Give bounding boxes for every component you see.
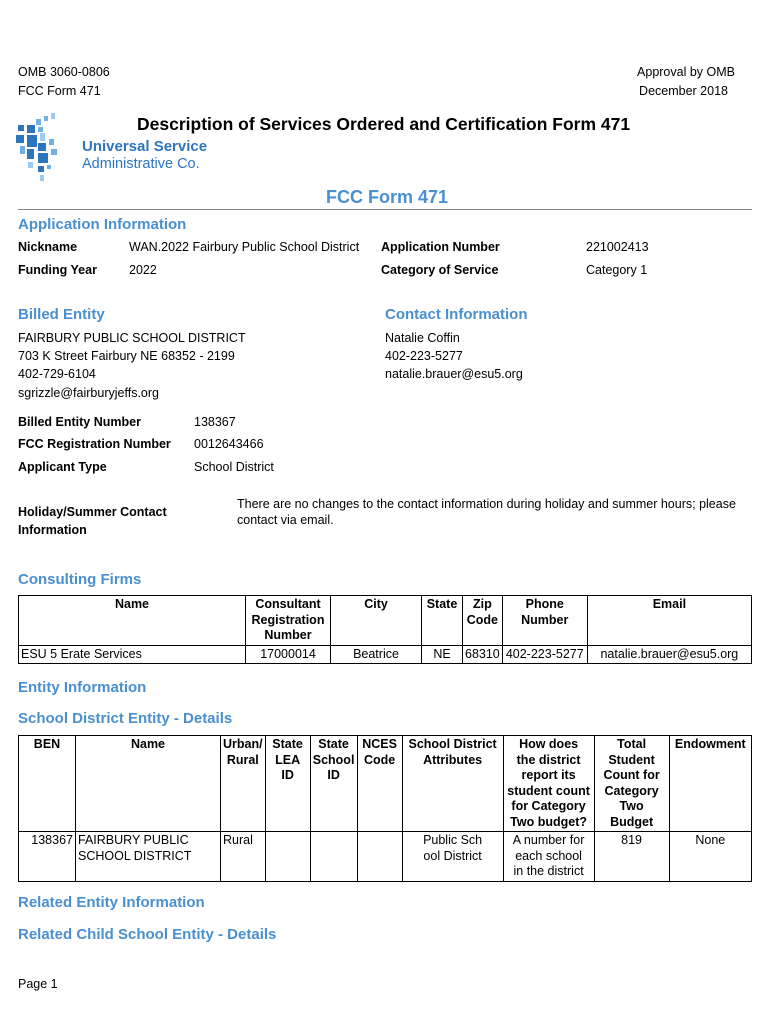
header-line: LEA ID	[275, 752, 301, 782]
nickname-value: WAN.2022 Fairbury Public School District	[129, 240, 360, 254]
cell-line: SCHOOL DISTRICT	[78, 848, 192, 863]
col-state-lea-id	[265, 736, 310, 832]
table-row	[19, 832, 752, 882]
cell-total-student-count: 819	[594, 832, 669, 882]
billed-entity-name: FAIRBURY PUBLIC SCHOOL DISTRICT	[18, 331, 246, 345]
holiday-contact-label: Holiday/Summer Contact	[18, 505, 167, 519]
cell-name: ESU 5 Erate Services	[19, 645, 246, 664]
header-line: Count for	[603, 768, 660, 782]
omb-number: OMB 3060-0806	[18, 65, 110, 79]
col-attributes	[402, 736, 503, 832]
header-line: Consultant	[255, 597, 321, 611]
header-line: NCES	[362, 737, 397, 751]
related-child-school-heading: Related Child School Entity - Details	[18, 926, 277, 943]
cell-city: Beatrice	[331, 645, 422, 664]
cell-state-school-id	[310, 832, 357, 882]
cell-nces-code	[357, 832, 402, 882]
header-line: for Category	[511, 799, 586, 813]
form-heading: FCC Form 471	[326, 187, 449, 207]
cell-line: Public Sch	[423, 833, 483, 847]
header-line: Student	[608, 752, 655, 767]
header-line: the district	[516, 752, 581, 767]
col-nces-code	[357, 736, 402, 832]
cell-endowment: None	[669, 832, 751, 882]
ben-value: 138367	[194, 415, 236, 429]
col-endowment: Endowment	[669, 736, 751, 832]
cell-line: in the district	[513, 864, 584, 878]
cell-attributes	[402, 832, 503, 882]
category-label: Category of Service	[381, 263, 499, 277]
billed-entity-email: sgrizzle@fairburyjeffs.org	[18, 386, 159, 400]
col-student-count-method	[503, 736, 594, 832]
entity-info-heading: Entity Information	[18, 679, 147, 696]
header-line: Code	[466, 612, 498, 627]
col-name: Name	[76, 736, 221, 832]
holiday-contact-label-2: Information	[18, 523, 87, 537]
billed-entity-address: 703 K Street Fairbury NE 68352 - 2199	[18, 349, 235, 363]
category-value: Category 1	[586, 263, 648, 277]
header-line: School	[312, 752, 355, 767]
consulting-firms-heading: Consulting Firms	[18, 571, 142, 588]
contact-name: Natalie Coffin	[385, 331, 460, 345]
cell-email: natalie.brauer@esu5.org	[587, 645, 751, 664]
cell-phone: 402-223-5277	[502, 645, 587, 664]
fcc-registration-value: 0012643466	[194, 437, 264, 451]
cell-line: A number for	[512, 833, 585, 847]
col-zip	[463, 596, 503, 646]
col-urban-rural	[221, 736, 266, 832]
header-line: Number	[521, 612, 569, 627]
cell-crn: 17000014	[246, 645, 331, 664]
col-state-school-id	[310, 736, 357, 832]
funding-year-label: Funding Year	[18, 263, 97, 277]
page-number: Page 1	[18, 977, 58, 991]
header-line: Attributes	[423, 752, 483, 767]
header-line: ID	[327, 768, 340, 782]
application-info-heading: Application Information	[18, 216, 187, 233]
header-line: State	[272, 737, 303, 751]
page-title: Description of Services Ordered and Certification Form 471	[137, 114, 631, 134]
logo-line-2: Administrative Co.	[82, 156, 200, 172]
holiday-contact-text-2: contact via email.	[237, 513, 334, 527]
table-row	[19, 645, 752, 664]
cell-zip: 68310	[463, 645, 503, 664]
cell-line: FAIRBURY PUBLIC	[78, 833, 189, 847]
header-line: Rural	[226, 752, 259, 767]
application-number-value: 221002413	[586, 240, 649, 254]
cell-line: ool District	[423, 848, 482, 863]
col-phone	[502, 596, 587, 646]
header-line: Category	[604, 783, 659, 798]
header-line: Registration	[251, 612, 325, 627]
application-number-label: Application Number	[381, 240, 500, 254]
applicant-type-value: School District	[194, 460, 274, 474]
table-header-row	[19, 736, 752, 832]
cell-urban-rural: Rural	[221, 832, 266, 882]
header-line: Phone	[525, 597, 564, 611]
usac-logo-icon	[16, 113, 76, 185]
header-line: report its	[521, 768, 576, 782]
cell-line: each school	[515, 848, 582, 863]
form-number: FCC Form 471	[18, 84, 101, 98]
header-line: Urban/	[223, 737, 263, 751]
billed-entity-heading: Billed Entity	[18, 306, 105, 323]
header-line: Total	[617, 737, 647, 751]
school-district-table	[18, 735, 752, 882]
ben-label: Billed Entity Number	[18, 415, 141, 429]
cell-state: NE	[422, 645, 463, 664]
cell-state-lea-id	[265, 832, 310, 882]
cell-student-count-method	[503, 832, 594, 882]
nickname-label: Nickname	[18, 240, 78, 254]
billed-entity-phone: 402-729-6104	[18, 367, 96, 381]
header-line: Number	[264, 628, 312, 642]
col-state: State	[422, 596, 463, 646]
logo-line-1: Universal Service	[82, 138, 208, 155]
cell-name	[76, 832, 221, 882]
related-entity-heading: Related Entity Information	[18, 894, 205, 911]
header-line: Zip	[473, 597, 492, 611]
col-email: Email	[587, 596, 751, 646]
col-ben: BEN	[19, 736, 76, 832]
contact-email: natalie.brauer@esu5.org	[385, 367, 523, 381]
col-name: Name	[19, 596, 246, 646]
contact-info-heading: Contact Information	[385, 306, 528, 323]
header-line: Code	[363, 752, 396, 767]
header-line: Two budget?	[510, 814, 588, 829]
fcc-registration-label: FCC Registration Number	[18, 437, 171, 451]
contact-phone: 402-223-5277	[385, 349, 463, 363]
col-city: City	[331, 596, 422, 646]
header-line: State	[318, 737, 349, 751]
divider	[18, 209, 752, 210]
col-consultant-registration	[246, 596, 331, 646]
header-line: Two Budget	[610, 799, 654, 829]
col-total-student-count	[594, 736, 669, 832]
funding-year-value: 2022	[129, 263, 157, 277]
table-header-row	[19, 596, 752, 646]
header-line: School District	[408, 737, 497, 751]
school-district-details-heading: School District Entity - Details	[18, 710, 233, 727]
omb-approval: Approval by OMB	[637, 65, 735, 79]
header-line: student count	[507, 783, 590, 798]
applicant-type-label: Applicant Type	[18, 460, 107, 474]
cell-ben: 138367	[19, 832, 76, 882]
header-line: How does	[519, 737, 579, 751]
holiday-contact-text: There are no changes to the contact information during holiday and summer hours; please	[237, 497, 736, 511]
omb-approval-date: December 2018	[639, 84, 728, 98]
consulting-firms-table	[18, 595, 752, 664]
